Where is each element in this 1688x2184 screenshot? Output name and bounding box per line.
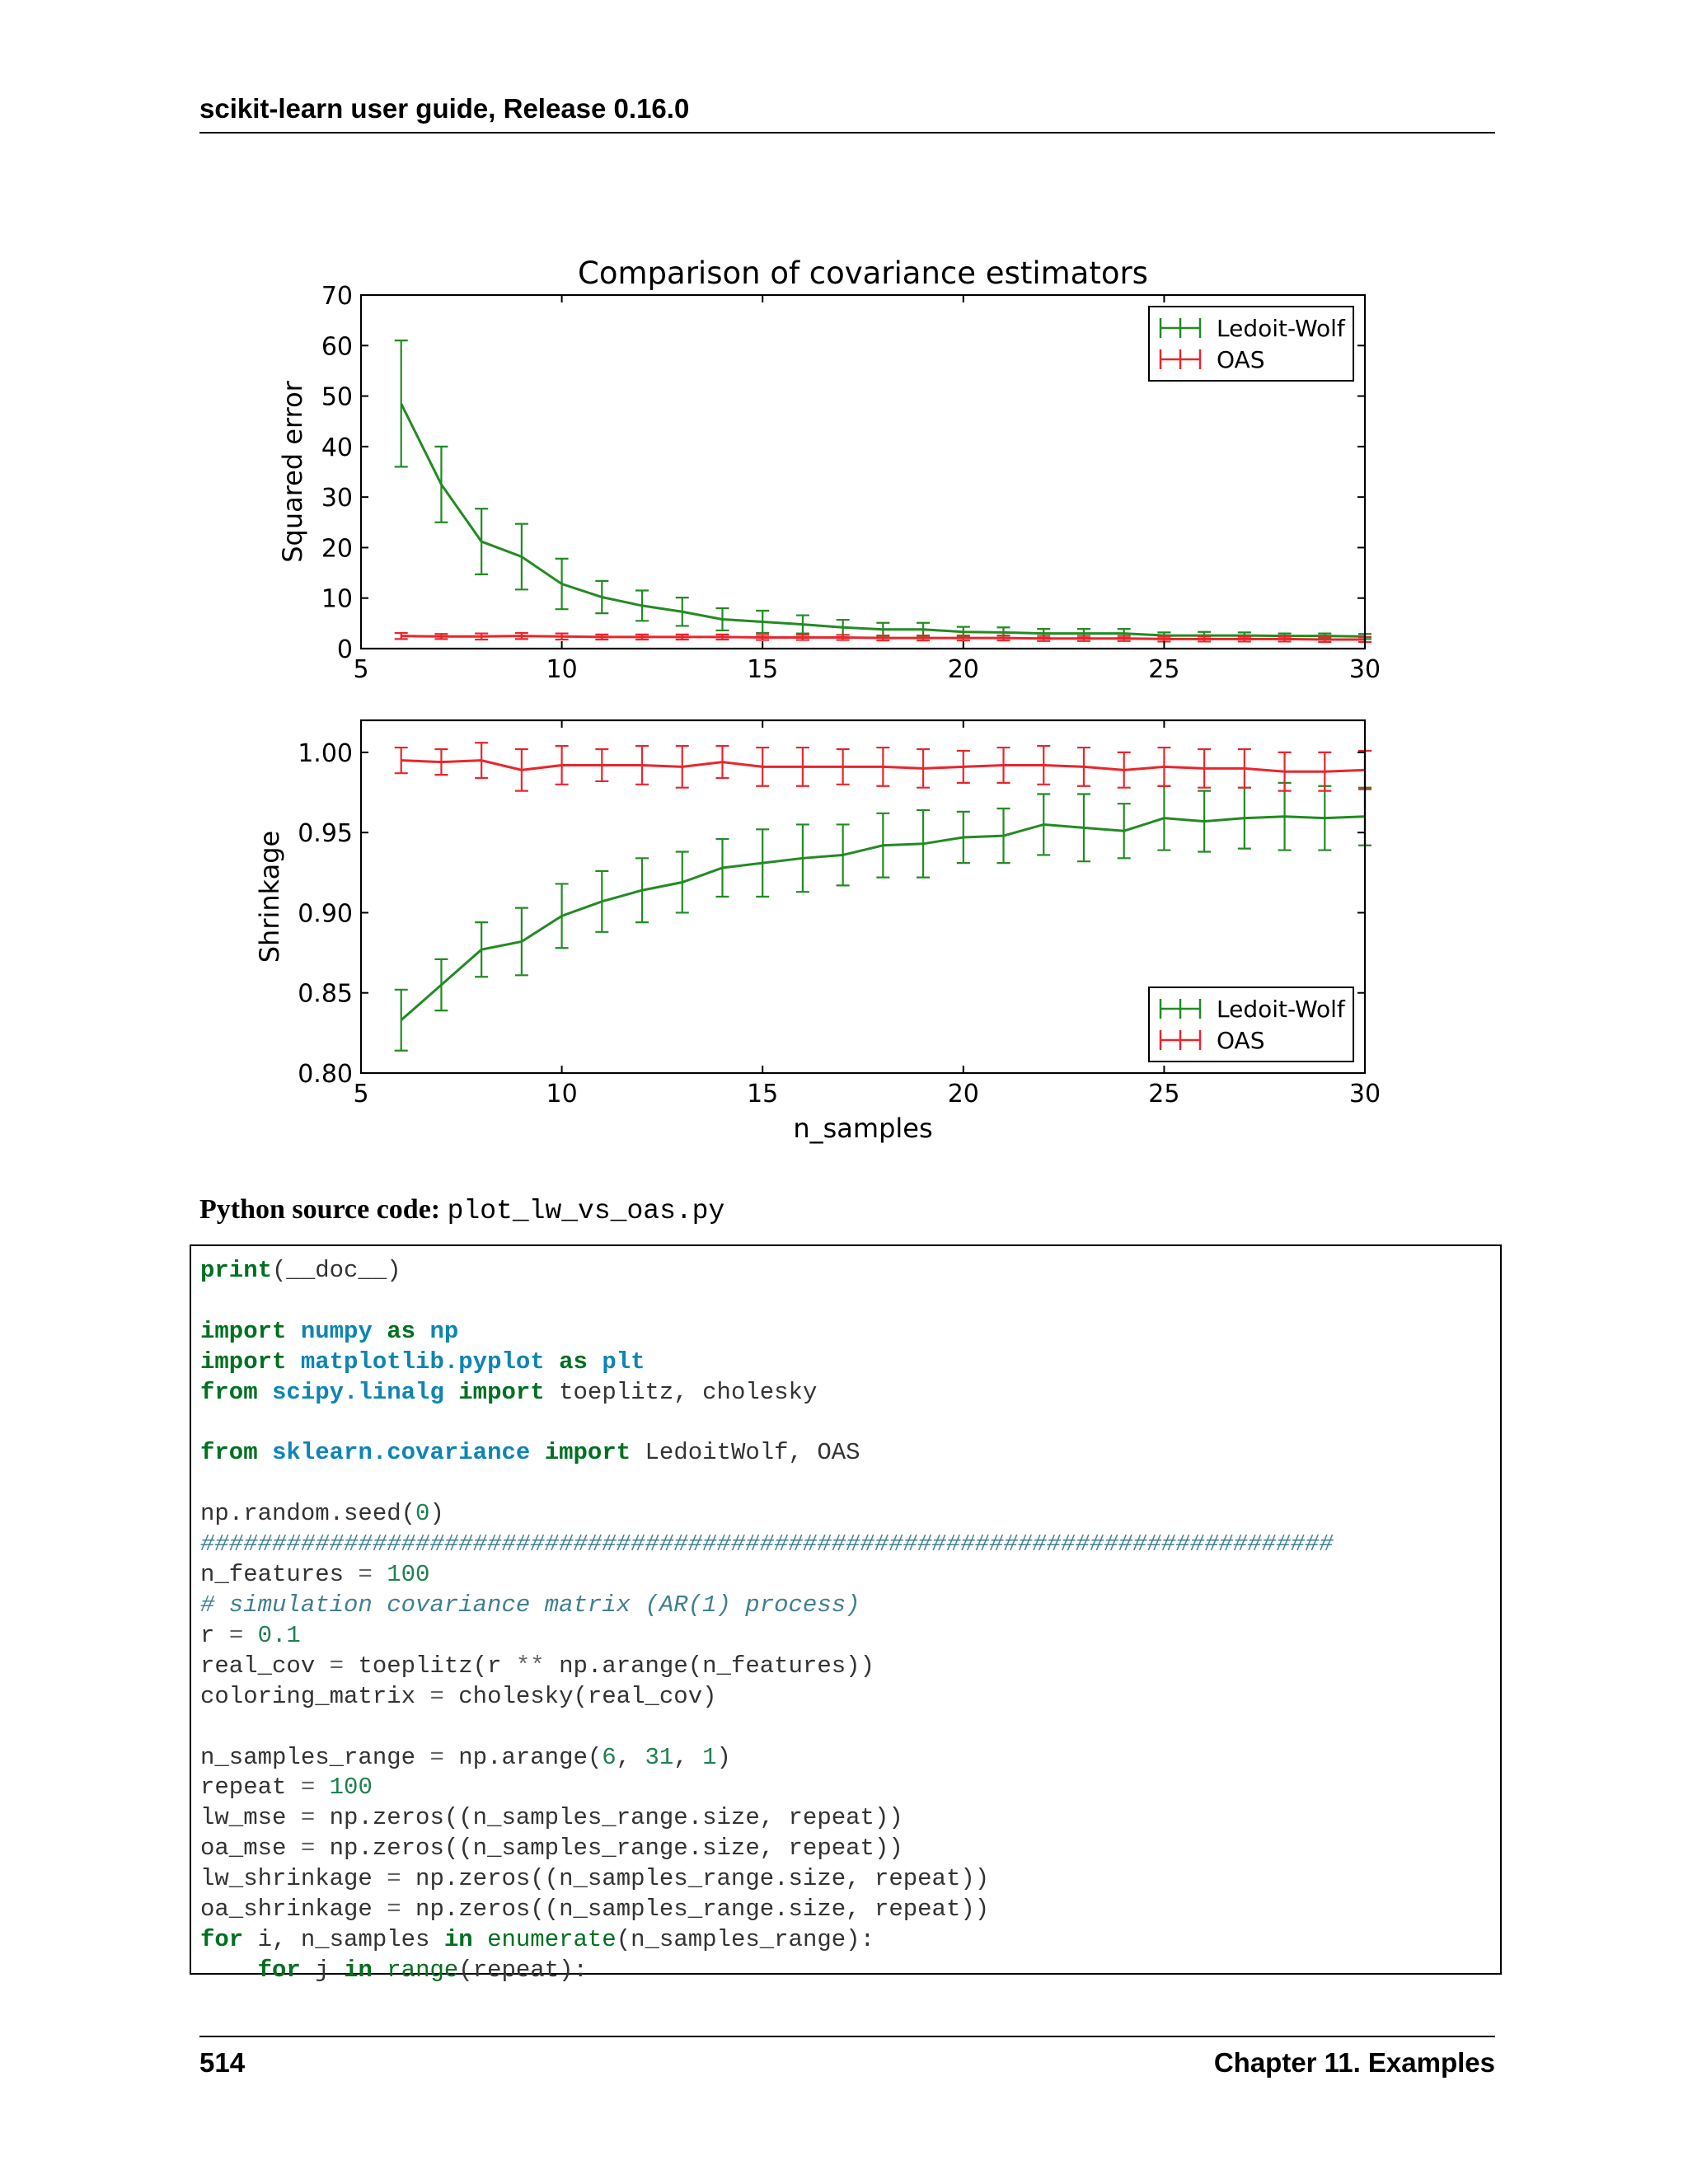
y-tick-label: 30 (321, 484, 353, 513)
x-tick-label: 25 (1148, 1080, 1180, 1108)
y-axis-label: Squared error (277, 381, 308, 563)
x-tick-label: 5 (353, 655, 369, 684)
code-block: print(__doc__) import numpy as np import matplotlib.pyplot as plt from scipy.linalg import toeplitz, cholesky from sklearn.covariance import LedoitWolf, OAS np.random.seed(0) ############################################################################### n_features = 100 # simulation covariance matrix (AR(1) process) r = 0.1 real_cov = toeplitz(r ** np.arange(n_features)) coloring_matrix = cholesky(real_cov) n_samples_range = np.arange(6, 31, 1) repeat = 100 lw_mse = np.zeros((n_samples_range.size, repeat)) oa_mse = np.zeros((n_samples_range.size, repeat)) lw_shrinkage = np.zeros((n_samples_range.size, repeat)) oa_shrinkage = np.zeros((n_samples_range.size, repeat)) for i, n_samples in enumerate(n_samples_range): for j in range(repeat): (200, 1257, 1334, 1984)
x-tick-label: 20 (947, 1080, 979, 1108)
y-tick-label: 1.00 (298, 738, 353, 768)
error-bar (595, 871, 608, 932)
y-tick-label: 0.90 (298, 899, 353, 929)
x-tick-label: 15 (747, 655, 779, 684)
page-footer (199, 2036, 1495, 2087)
legend (1149, 307, 1353, 381)
legend-label: OAS (1217, 1027, 1265, 1054)
y-tick-label: 50 (321, 382, 353, 412)
x-tick-label: 20 (947, 655, 979, 684)
y-tick-label: 0.85 (298, 979, 353, 1009)
error-bar (434, 959, 448, 1010)
error-bar (515, 524, 528, 590)
series-line-ledoit-wolf (401, 404, 1365, 637)
chart-title: Comparison of covariance estimators (578, 255, 1148, 291)
source-code-caption: Python source code: (199, 1194, 441, 1225)
error-bar (434, 447, 448, 523)
y-tick-label: 0.95 (298, 819, 353, 849)
legend-label: Ledoit-Wolf (1217, 315, 1345, 342)
covariance-comparison-figure (231, 247, 1385, 1154)
y-tick-label: 0.80 (298, 1060, 353, 1089)
x-tick-label: 10 (546, 1080, 578, 1108)
y-tick-label: 20 (321, 534, 353, 564)
x-tick-label: 30 (1348, 1080, 1381, 1108)
page-number: 514 (199, 2047, 246, 2078)
legend (1149, 987, 1353, 1062)
y-tick-label: 40 (321, 433, 353, 462)
x-tick-label: 30 (1348, 655, 1381, 684)
error-bar (395, 340, 408, 466)
x-tick-label: 10 (546, 655, 578, 684)
shrinkage-plot (254, 720, 1381, 1144)
page-header (199, 92, 1495, 134)
source-file-link[interactable]: plot_lw_vs_oas.py (447, 1196, 725, 1226)
source-code-label (199, 1192, 724, 1230)
x-tick-label: 15 (747, 1080, 779, 1108)
y-tick-label: 60 (321, 332, 353, 362)
y-tick-label: 0 (336, 635, 353, 664)
y-tick-label: 10 (321, 584, 353, 614)
squared-error-plot (277, 255, 1381, 684)
y-tick-label: 70 (321, 282, 353, 311)
running-title: scikit-learn user guide, Release 0.16.0 (199, 93, 690, 124)
legend-label: OAS (1217, 346, 1265, 373)
error-bar (475, 509, 488, 574)
x-tick-label: 5 (353, 1080, 369, 1108)
x-axis-label: n_samples (793, 1113, 933, 1144)
error-bar (556, 883, 569, 948)
y-axis-label: Shrinkage (254, 830, 285, 963)
error-bar (395, 990, 408, 1051)
legend-label: Ledoit-Wolf (1217, 996, 1345, 1023)
error-bar (556, 559, 569, 609)
chapter-label: Chapter 11. Examples (1213, 2047, 1495, 2078)
code-listing (190, 1244, 1502, 1984)
x-tick-label: 25 (1148, 655, 1180, 684)
